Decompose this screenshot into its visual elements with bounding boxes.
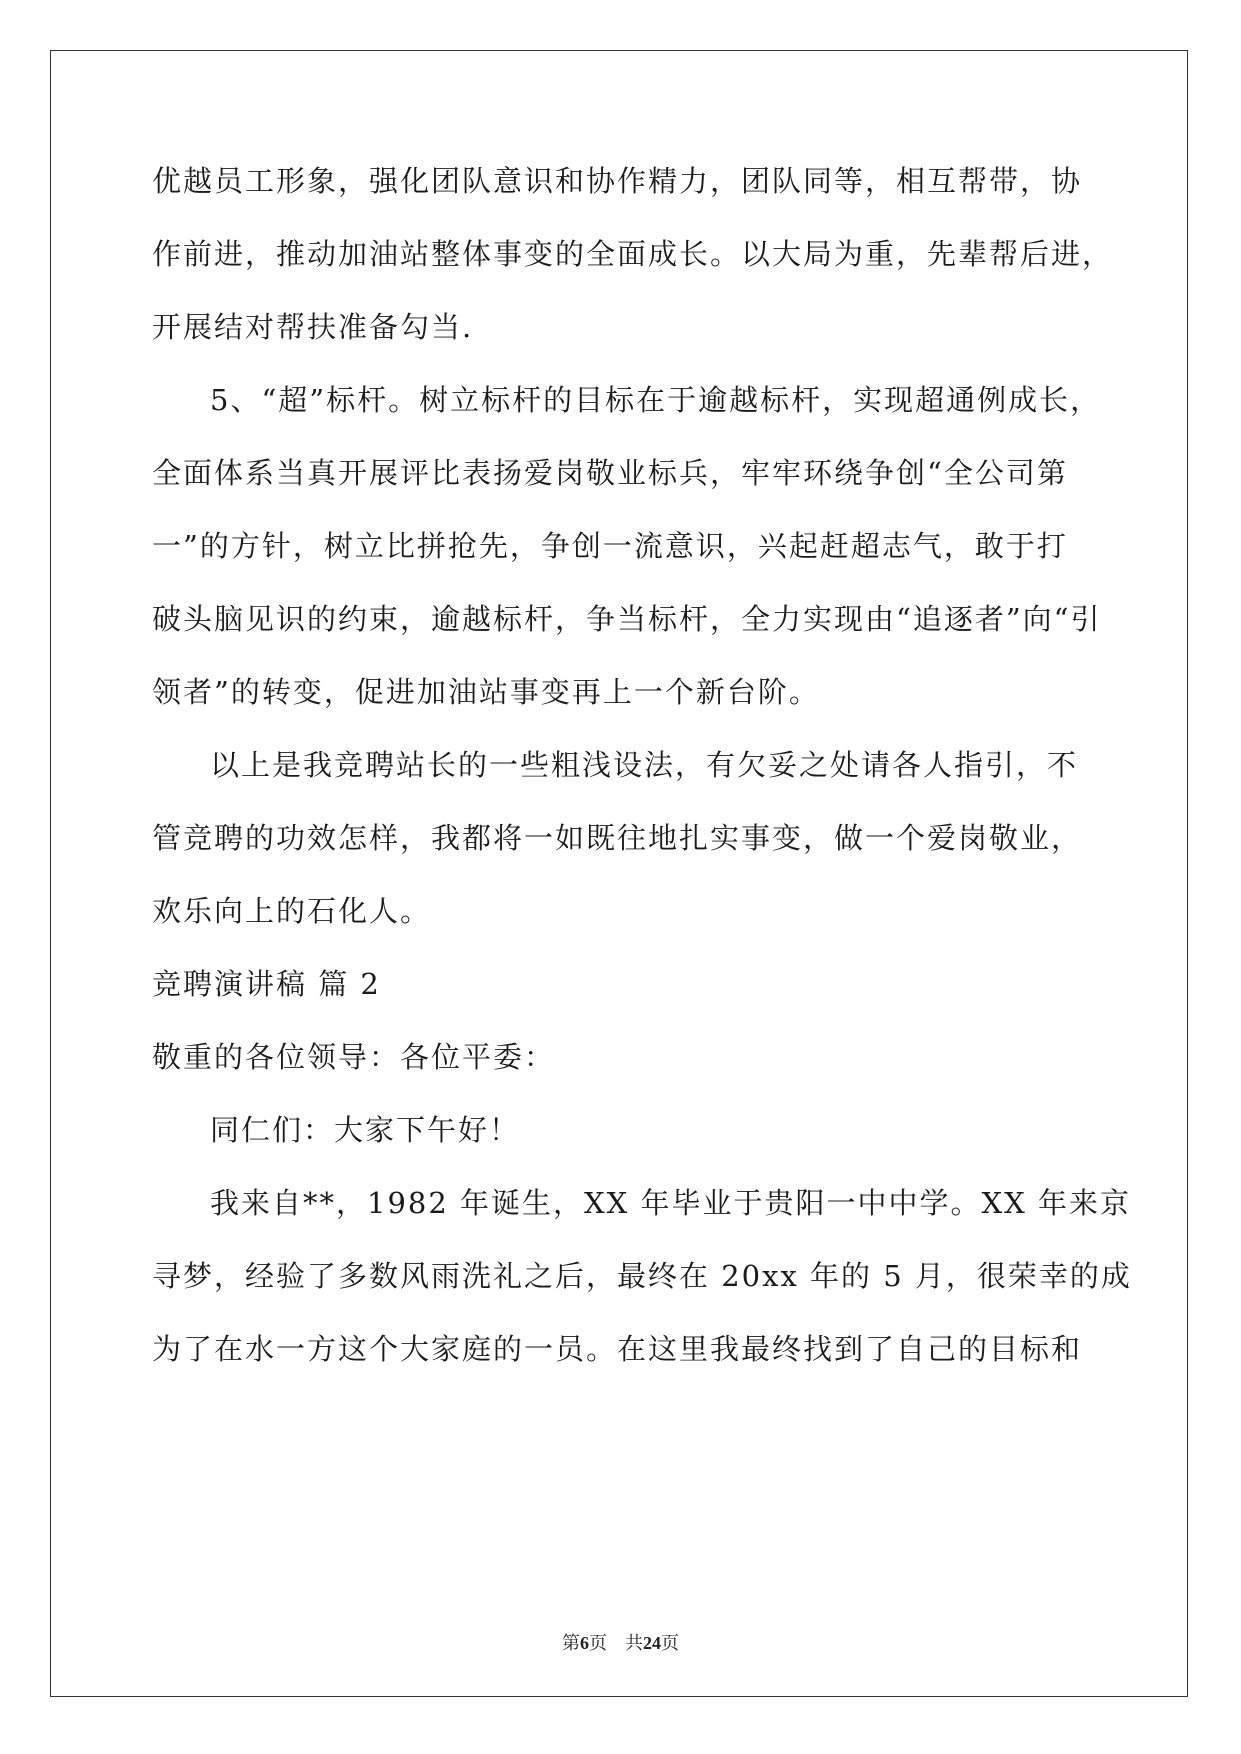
text-line: 欢乐向上的石化人。 <box>152 894 432 928</box>
text-line: 开展结对帮扶准备勾当. <box>152 310 474 344</box>
text-line: 寻梦，经验了多数风雨洗礼之后，最终在 20xx 年的 5 月，很荣幸的成 <box>152 1259 1132 1293</box>
text-line: 以上是我竞聘站长的一些粗浅设法，有欠妥之处请各人指引，不 <box>210 748 1079 782</box>
footer-prefix: 第 <box>562 1633 580 1653</box>
current-page-number: 6 <box>580 1633 589 1653</box>
footer-total-unit: 页 <box>661 1633 679 1653</box>
text-line: 为了在水一方这个大家庭的一员。在这里我最终找到了自己的目标和 <box>152 1332 1083 1366</box>
salutation: 敬重的各位领导：各位平委： <box>152 1040 556 1074</box>
text-line: 作前进，推动加油站整体事变的全面成长。以大局为重，先辈帮后进， <box>152 237 1114 271</box>
text-line: 优越员工形象，强化团队意识和协作精力，团队同等，相互帮带，协 <box>152 164 1083 198</box>
text-line: 全面体系当真开展评比表扬爱岗敬业标兵，牢牢环绕争创“全公司第 <box>152 456 1068 490</box>
text-line: 5、“超”标杆。树立标杆的目标在于逾越标杆，实现超通例成长， <box>210 383 1102 417</box>
section-heading: 竞聘演讲稿 篇 2 <box>152 967 381 1001</box>
page-frame <box>50 50 1188 1697</box>
text-line: 我来自**，1982 年诞生，XX 年毕业于贵阳一中中学。XX 年来京 <box>210 1186 1132 1220</box>
greeting: 同仁们：大家下午好！ <box>210 1113 521 1147</box>
footer-page-unit: 页 <box>589 1633 607 1653</box>
text-line: 一”的方针，树立比拼抢先，争创一流意识，兴起赶超志气，敢于打 <box>152 529 1068 563</box>
total-page-number: 24 <box>643 1633 661 1653</box>
footer-total-prefix: 共 <box>625 1633 643 1653</box>
text-line: 破头脑见识的约束，逾越标杆，争当标杆，全力实现由“追逐者”向“引 <box>152 602 1102 636</box>
text-line: 领者”的转变，促进加油站事变再上一个新台阶。 <box>152 675 820 709</box>
text-line: 管竞聘的功效怎样，我都将一如既往地扎实事变，做一个爱岗敬业， <box>152 821 1083 855</box>
page-footer <box>0 1629 1241 1655</box>
